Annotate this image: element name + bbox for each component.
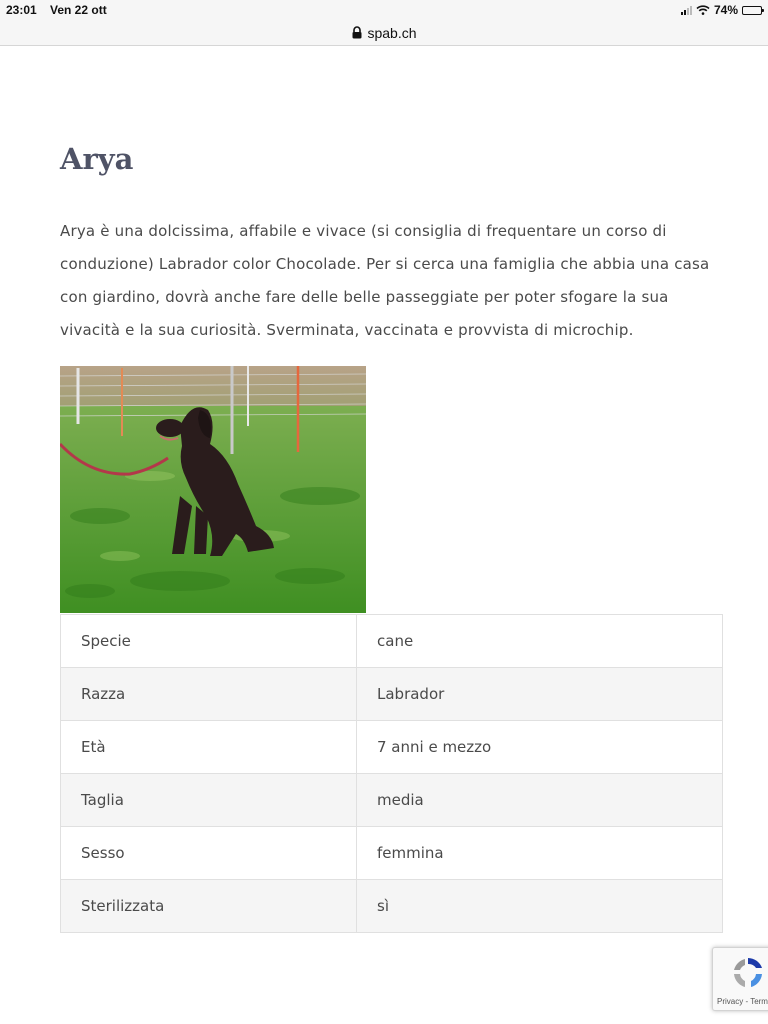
lock-icon — [351, 26, 363, 39]
wifi-icon — [696, 5, 710, 15]
recaptcha-icon — [729, 954, 767, 992]
detail-label: Taglia — [61, 774, 357, 827]
recaptcha-badge[interactable] — [712, 947, 768, 1011]
detail-label: Specie — [61, 615, 357, 668]
detail-value: Labrador — [357, 668, 723, 721]
table-row — [61, 827, 723, 880]
signal-icon — [681, 5, 692, 15]
table-row — [61, 615, 723, 668]
table-row — [61, 774, 723, 827]
detail-label: Età — [61, 721, 357, 774]
page-title: Arya — [60, 142, 134, 176]
detail-value: cane — [357, 615, 723, 668]
url-text: spab.ch — [367, 24, 417, 41]
detail-label: Sterilizzata — [61, 880, 357, 933]
status-date: Ven 22 ott — [50, 3, 107, 17]
status-indicators — [681, 3, 762, 17]
table-row — [61, 668, 723, 721]
detail-label: Razza — [61, 668, 357, 721]
battery-percent: 74% — [713, 3, 738, 17]
animal-details-table — [60, 614, 723, 933]
dog-photo — [60, 366, 366, 613]
recaptcha-links[interactable]: Privacy - Term — [717, 997, 768, 1006]
detail-value: media — [357, 774, 723, 827]
table-row — [61, 721, 723, 774]
status-time: 23:01 — [6, 3, 37, 17]
address-bar[interactable] — [0, 20, 768, 46]
table-row — [61, 880, 723, 933]
battery-icon — [742, 6, 762, 15]
detail-value: sì — [357, 880, 723, 933]
detail-label: Sesso — [61, 827, 357, 880]
animal-description: Arya è una dolcissima, affabile e vivace (si consiglia di frequentare un corso di conduzione) Labrador color Chocolade. Per si cerca una famiglia che abbia una casa con giardino, dovrà anche fare delle belle passeggiate per poter sfogare la sua vivacità e la sua curiosità. Sverminata, vaccinata e provvista di microchip. — [60, 222, 710, 339]
detail-value: femmina — [357, 827, 723, 880]
detail-value: 7 anni e mezzo — [357, 721, 723, 774]
status-bar — [0, 0, 768, 20]
